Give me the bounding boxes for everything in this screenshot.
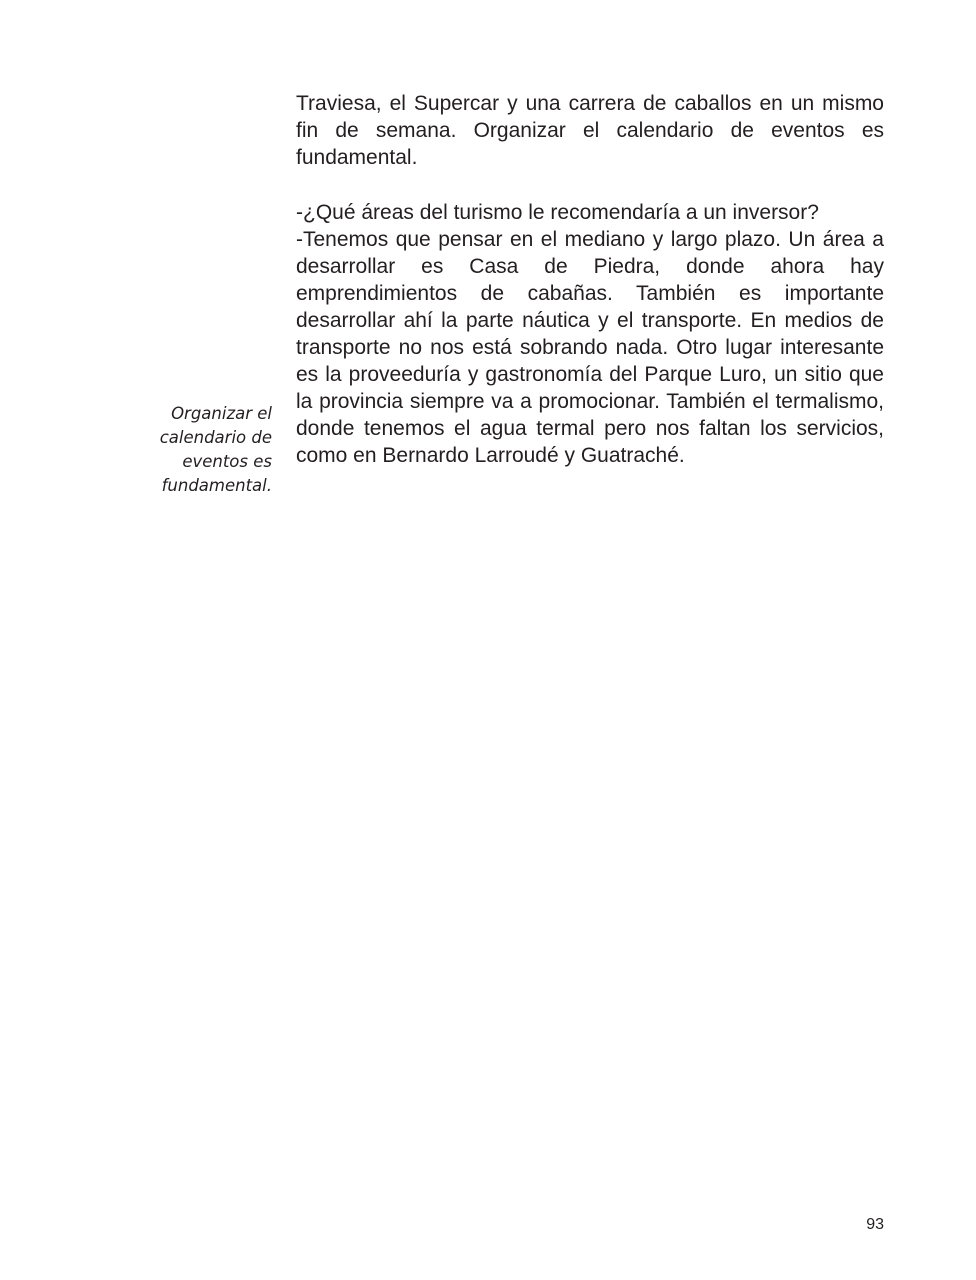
- interview-answer: -Tenemos que pensar en el mediano y largo plazo. Un área a desarrollar es Casa de Piedra, donde ahora hay emprendimientos de cabañas. También es importante desarrollar ahí la parte náutica y el transporte. En medios de transporte no nos está sobrando nada. Otro lugar interesante es la proveeduría y gastronomía del Parque Luro, un sitio que la provincia siempre va a promocionar. También el termalismo, donde tenemos el agua termal pero nos faltan los servicios, como en Bernardo Larroudé y Guatraché.: [296, 228, 884, 467]
- page-number: 93: [866, 1216, 884, 1233]
- pull-quote-line: calendario de: [159, 428, 272, 447]
- paragraph-spacer: [296, 171, 884, 199]
- body-text: [296, 90, 884, 469]
- pull-quote-line: fundamental.: [161, 476, 272, 495]
- paragraph-intro: Traviesa, el Supercar y una carrera de caballos en un mismo fin de semana. Organizar el calendario de eventos es fundamental.: [296, 92, 884, 169]
- pull-quote: [120, 402, 272, 498]
- interview-question: -¿Qué áreas del turismo le recomendaría a un inversor?: [296, 201, 819, 224]
- pull-quote-line: Organizar el: [171, 404, 272, 423]
- pull-quote-line: eventos es: [182, 452, 272, 471]
